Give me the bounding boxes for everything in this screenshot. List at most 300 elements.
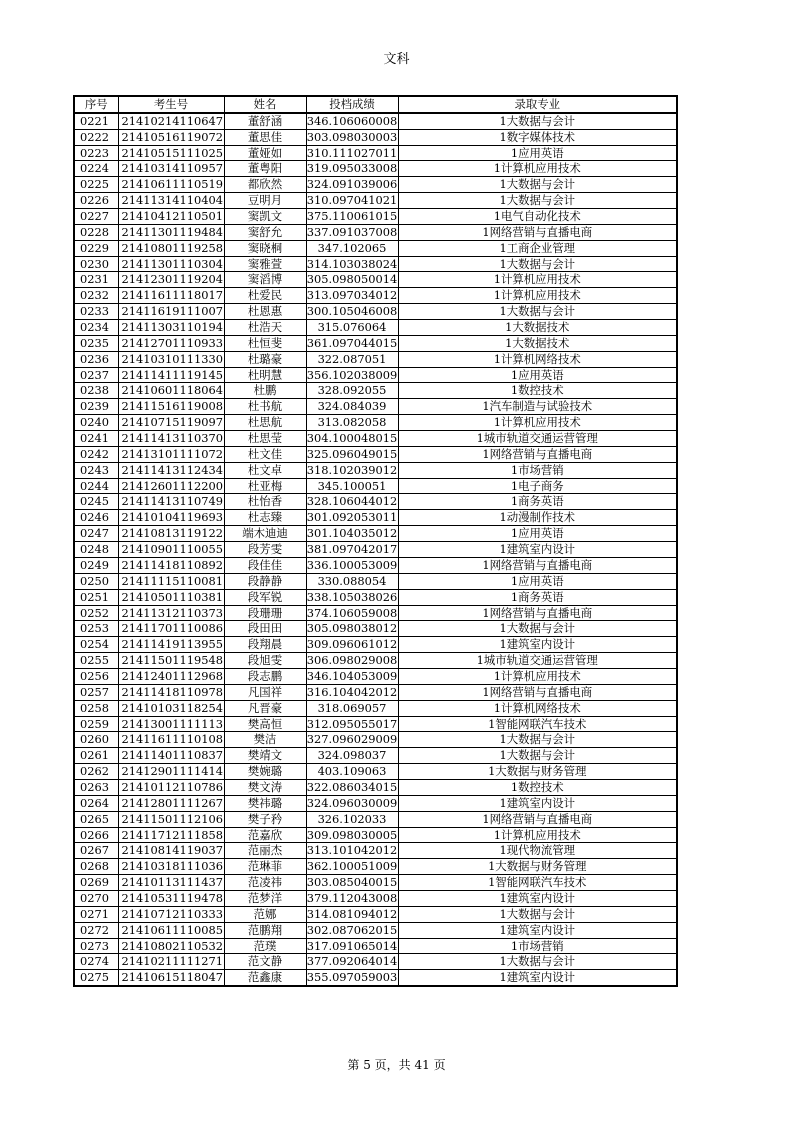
cell-exam-id: 21412301119204 bbox=[118, 272, 224, 288]
cell-score: 330.088054 bbox=[306, 573, 398, 589]
cell-major: 1计算机网络技术 bbox=[398, 351, 677, 367]
cell-major: 1应用英语 bbox=[398, 367, 677, 383]
cell-score: 327.096029009 bbox=[306, 732, 398, 747]
table-row bbox=[74, 367, 677, 383]
cell-major: 1大数据与会计 bbox=[398, 954, 677, 970]
cell-score: 304.100048015 bbox=[306, 431, 398, 446]
cell-score: 381.097042017 bbox=[306, 542, 398, 557]
cell-major: 1计算机应用技术 bbox=[398, 161, 677, 177]
cell-exam-id: 21410531119478 bbox=[118, 890, 224, 906]
cell-exam-id: 21411501112106 bbox=[118, 811, 224, 827]
cell-name: 范丽杰 bbox=[224, 843, 306, 859]
cell-name: 段旭雯 bbox=[224, 653, 306, 669]
cell-score: 315.076064 bbox=[306, 320, 398, 336]
cell-score: 403.109063 bbox=[306, 764, 398, 780]
cell-major: 1网络营销与直播电商 bbox=[398, 224, 677, 240]
cell-seq: 0266 bbox=[74, 827, 118, 843]
cell-exam-id: 21411611118017 bbox=[118, 288, 224, 304]
cell-major: 1数控技术 bbox=[398, 383, 677, 399]
table-row bbox=[74, 970, 677, 986]
cell-score: 310.097041021 bbox=[306, 193, 398, 208]
cell-exam-id: 21411418110978 bbox=[118, 684, 224, 700]
table-row bbox=[74, 779, 677, 795]
cell-name: 杜浩天 bbox=[224, 320, 306, 336]
cell-score: 346.104053009 bbox=[306, 668, 398, 683]
header-score: 投档成绩 bbox=[306, 96, 398, 113]
cell-major: 1大数据与会计 bbox=[398, 177, 677, 193]
cell-major: 1应用英语 bbox=[398, 145, 677, 161]
cell-name: 凡国祥 bbox=[224, 684, 306, 700]
cell-score: 345.100051 bbox=[306, 478, 398, 494]
table-row bbox=[74, 526, 677, 542]
cell-exam-id: 21410611110085 bbox=[118, 922, 224, 938]
cell-seq: 0228 bbox=[74, 224, 118, 240]
cell-name: 樊洁 bbox=[224, 732, 306, 748]
cell-seq: 0240 bbox=[74, 415, 118, 431]
header-seq: 序号 bbox=[74, 96, 118, 113]
cell-seq: 0257 bbox=[74, 684, 118, 700]
cell-name: 凡晋豪 bbox=[224, 700, 306, 716]
table-row bbox=[74, 209, 677, 225]
cell-exam-id: 21411312110373 bbox=[118, 605, 224, 621]
table-row bbox=[74, 795, 677, 811]
cell-name: 樊文涛 bbox=[224, 779, 306, 795]
cell-exam-id: 21410601118064 bbox=[118, 383, 224, 399]
cell-seq: 0245 bbox=[74, 494, 118, 510]
cell-score: 310.111027011 bbox=[306, 145, 398, 160]
cell-name: 范鹏翔 bbox=[224, 922, 306, 938]
table-row bbox=[74, 256, 677, 272]
cell-exam-id: 21411516119008 bbox=[118, 399, 224, 415]
cell-score: 313.101042012 bbox=[306, 843, 398, 858]
cell-major: 1计算机应用技术 bbox=[398, 668, 677, 684]
cell-exam-id: 21410901110055 bbox=[118, 542, 224, 558]
cell-seq: 0248 bbox=[74, 542, 118, 558]
cell-score: 312.095055017 bbox=[306, 716, 398, 731]
table-row bbox=[74, 700, 677, 716]
table-row bbox=[74, 224, 677, 240]
cell-major: 1数控技术 bbox=[398, 779, 677, 795]
cell-seq: 0252 bbox=[74, 605, 118, 621]
cell-seq: 0256 bbox=[74, 668, 118, 684]
table-row bbox=[74, 478, 677, 494]
cell-major: 1网络营销与直播电商 bbox=[398, 446, 677, 462]
cell-major: 1智能网联汽车技术 bbox=[398, 875, 677, 891]
cell-major: 1大数据与会计 bbox=[398, 304, 677, 320]
cell-score: 324.091039006 bbox=[306, 177, 398, 192]
table-row bbox=[74, 510, 677, 526]
table-body bbox=[74, 113, 677, 986]
cell-major: 1大数据与会计 bbox=[398, 906, 677, 922]
cell-exam-id: 21411301110304 bbox=[118, 256, 224, 272]
cell-exam-id: 21410715119097 bbox=[118, 415, 224, 431]
table-row bbox=[74, 542, 677, 558]
cell-major: 1建筑室内设计 bbox=[398, 922, 677, 938]
cell-score: 356.102038009 bbox=[306, 367, 398, 382]
cell-seq: 0226 bbox=[74, 193, 118, 209]
cell-seq: 0271 bbox=[74, 906, 118, 922]
admission-table bbox=[73, 95, 678, 987]
cell-major: 1电子商务 bbox=[398, 478, 677, 494]
table-row bbox=[74, 431, 677, 447]
table-row bbox=[74, 288, 677, 304]
cell-exam-id: 21410104119693 bbox=[118, 510, 224, 526]
cell-major: 1工商企业管理 bbox=[398, 240, 677, 256]
cell-name: 杜文佳 bbox=[224, 446, 306, 462]
cell-score: 347.102065 bbox=[306, 240, 398, 256]
cell-name: 樊高恒 bbox=[224, 716, 306, 732]
cell-score: 300.105046008 bbox=[306, 304, 398, 319]
cell-score: 305.098038012 bbox=[306, 621, 398, 636]
cell-name: 段志鹏 bbox=[224, 668, 306, 684]
cell-seq: 0225 bbox=[74, 177, 118, 193]
table-row bbox=[74, 145, 677, 161]
cell-score: 375.110061015 bbox=[306, 209, 398, 224]
table-row bbox=[74, 193, 677, 209]
cell-name: 杜恒斐 bbox=[224, 335, 306, 351]
cell-exam-id: 21410112110786 bbox=[118, 779, 224, 795]
cell-major: 1大数据与财务管理 bbox=[398, 764, 677, 780]
cell-major: 1网络营销与直播电商 bbox=[398, 811, 677, 827]
cell-score: 314.081094012 bbox=[306, 906, 398, 921]
table-row bbox=[74, 653, 677, 669]
table-row bbox=[74, 494, 677, 510]
cell-major: 1电气自动化技术 bbox=[398, 209, 677, 225]
cell-exam-id: 21411419113955 bbox=[118, 637, 224, 653]
cell-exam-id: 21410310111330 bbox=[118, 351, 224, 367]
table-row bbox=[74, 827, 677, 843]
cell-major: 1汽车制造与试验技术 bbox=[398, 399, 677, 415]
cell-exam-id: 21410501110381 bbox=[118, 589, 224, 605]
cell-score: 313.097034012 bbox=[306, 288, 398, 303]
cell-score: 324.096030009 bbox=[306, 795, 398, 810]
header-exam-id: 考生号 bbox=[118, 96, 224, 113]
page-footer: 第 5 页，共 41 页 bbox=[347, 1058, 446, 1072]
cell-name: 都欣然 bbox=[224, 177, 306, 193]
cell-major: 1大数据与会计 bbox=[398, 748, 677, 764]
cell-seq: 0222 bbox=[74, 129, 118, 145]
cell-score: 309.096061012 bbox=[306, 637, 398, 652]
cell-name: 董娅如 bbox=[224, 145, 306, 161]
cell-exam-id: 21410103118254 bbox=[118, 700, 224, 716]
table-row bbox=[74, 383, 677, 399]
table-row bbox=[74, 922, 677, 938]
cell-seq: 0244 bbox=[74, 478, 118, 494]
table-row bbox=[74, 272, 677, 288]
table-row bbox=[74, 557, 677, 573]
cell-name: 杜璐豪 bbox=[224, 351, 306, 367]
cell-major: 1城市轨道交通运营管理 bbox=[398, 653, 677, 669]
cell-name: 段田田 bbox=[224, 621, 306, 637]
cell-major: 1大数据与会计 bbox=[398, 113, 677, 129]
cell-name: 董粤阳 bbox=[224, 161, 306, 177]
cell-score: 316.104042012 bbox=[306, 684, 398, 699]
cell-seq: 0262 bbox=[74, 764, 118, 780]
cell-exam-id: 21412901111414 bbox=[118, 764, 224, 780]
cell-major: 1大数据与会计 bbox=[398, 621, 677, 637]
cell-score: 379.112043008 bbox=[306, 890, 398, 905]
table-row bbox=[74, 843, 677, 859]
cell-score: 377.092064014 bbox=[306, 954, 398, 969]
cell-exam-id: 21411712111858 bbox=[118, 827, 224, 843]
cell-seq: 0272 bbox=[74, 922, 118, 938]
table-row bbox=[74, 637, 677, 653]
cell-seq: 0263 bbox=[74, 779, 118, 795]
cell-seq: 0270 bbox=[74, 890, 118, 906]
cell-exam-id: 21411418110892 bbox=[118, 557, 224, 573]
cell-seq: 0242 bbox=[74, 446, 118, 462]
cell-score: 374.106059008 bbox=[306, 605, 398, 620]
cell-exam-id: 21410211111271 bbox=[118, 954, 224, 970]
cell-score: 322.086034015 bbox=[306, 779, 398, 794]
table-row bbox=[74, 351, 677, 367]
table-row bbox=[74, 304, 677, 320]
cell-name: 段佳佳 bbox=[224, 557, 306, 573]
cell-major: 1动漫制作技术 bbox=[398, 510, 677, 526]
cell-major: 1商务英语 bbox=[398, 589, 677, 605]
cell-score: 338.105038026 bbox=[306, 589, 398, 604]
cell-major: 1应用英语 bbox=[398, 526, 677, 542]
cell-seq: 0253 bbox=[74, 621, 118, 637]
cell-name: 范嘉欣 bbox=[224, 827, 306, 843]
cell-major: 1大数据与会计 bbox=[398, 193, 677, 209]
table-row bbox=[74, 668, 677, 684]
cell-exam-id: 21411303110194 bbox=[118, 320, 224, 336]
cell-name: 窦晓桐 bbox=[224, 240, 306, 256]
cell-major: 1计算机应用技术 bbox=[398, 288, 677, 304]
cell-name: 杜思莹 bbox=[224, 431, 306, 447]
cell-score: 362.100051009 bbox=[306, 859, 398, 874]
cell-exam-id: 21410113111437 bbox=[118, 875, 224, 891]
cell-name: 樊婉璐 bbox=[224, 764, 306, 780]
cell-seq: 0237 bbox=[74, 367, 118, 383]
cell-major: 1网络营销与直播电商 bbox=[398, 684, 677, 700]
cell-seq: 0239 bbox=[74, 399, 118, 415]
cell-major: 1市场营销 bbox=[398, 938, 677, 954]
cell-exam-id: 21411619111007 bbox=[118, 304, 224, 320]
cell-seq: 0247 bbox=[74, 526, 118, 542]
cell-exam-id: 21410615118047 bbox=[118, 970, 224, 986]
cell-major: 1大数据与会计 bbox=[398, 256, 677, 272]
table-row bbox=[74, 415, 677, 431]
cell-name: 杜文卓 bbox=[224, 462, 306, 478]
cell-score: 355.097059003 bbox=[306, 970, 398, 985]
cell-name: 杜恩惠 bbox=[224, 304, 306, 320]
cell-name: 窦滔博 bbox=[224, 272, 306, 288]
cell-name: 窦凯文 bbox=[224, 209, 306, 225]
cell-exam-id: 21413101111072 bbox=[118, 446, 224, 462]
cell-score: 324.084039 bbox=[306, 399, 398, 415]
cell-major: 1大数据与财务管理 bbox=[398, 859, 677, 875]
cell-score: 302.087062015 bbox=[306, 922, 398, 937]
cell-name: 杜书航 bbox=[224, 399, 306, 415]
cell-seq: 0265 bbox=[74, 811, 118, 827]
cell-name: 端木迪迪 bbox=[224, 526, 306, 542]
cell-exam-id: 21412401112968 bbox=[118, 668, 224, 684]
cell-exam-id: 21411413112434 bbox=[118, 462, 224, 478]
table-row bbox=[74, 938, 677, 954]
cell-seq: 0233 bbox=[74, 304, 118, 320]
cell-exam-id: 21411413110370 bbox=[118, 431, 224, 447]
cell-score: 317.091065014 bbox=[306, 938, 398, 953]
cell-exam-id: 21410712110333 bbox=[118, 906, 224, 922]
cell-exam-id: 21410611110519 bbox=[118, 177, 224, 193]
cell-seq: 0243 bbox=[74, 462, 118, 478]
cell-name: 樊子矜 bbox=[224, 811, 306, 827]
cell-major: 1大数据技术 bbox=[398, 320, 677, 336]
cell-seq: 0254 bbox=[74, 637, 118, 653]
cell-score: 324.098037 bbox=[306, 748, 398, 764]
cell-seq: 0236 bbox=[74, 351, 118, 367]
cell-name: 范文静 bbox=[224, 954, 306, 970]
cell-seq: 0258 bbox=[74, 700, 118, 716]
cell-score: 326.102033 bbox=[306, 811, 398, 827]
cell-seq: 0264 bbox=[74, 795, 118, 811]
cell-score: 303.098030003 bbox=[306, 129, 398, 144]
cell-seq: 0260 bbox=[74, 732, 118, 748]
cell-name: 范娜 bbox=[224, 906, 306, 922]
cell-seq: 0229 bbox=[74, 240, 118, 256]
cell-name: 范璞 bbox=[224, 938, 306, 954]
cell-name: 范凌祎 bbox=[224, 875, 306, 891]
cell-major: 1市场营销 bbox=[398, 462, 677, 478]
cell-exam-id: 21410314110957 bbox=[118, 161, 224, 177]
table-row bbox=[74, 890, 677, 906]
cell-seq: 0221 bbox=[74, 113, 118, 129]
cell-name: 董舒涵 bbox=[224, 113, 306, 129]
cell-name: 樊靖文 bbox=[224, 748, 306, 764]
table-row bbox=[74, 748, 677, 764]
cell-score: 328.092055 bbox=[306, 383, 398, 399]
cell-name: 段芳雯 bbox=[224, 542, 306, 558]
cell-major: 1网络营销与直播电商 bbox=[398, 557, 677, 573]
cell-seq: 0261 bbox=[74, 748, 118, 764]
table-row bbox=[74, 240, 677, 256]
cell-score: 319.095033008 bbox=[306, 161, 398, 176]
cell-seq: 0223 bbox=[74, 145, 118, 161]
table-row bbox=[74, 764, 677, 780]
cell-score: 325.096049015 bbox=[306, 446, 398, 461]
cell-seq: 0274 bbox=[74, 954, 118, 970]
cell-seq: 0267 bbox=[74, 843, 118, 859]
cell-score: 301.104035012 bbox=[306, 526, 398, 541]
table-row bbox=[74, 335, 677, 351]
cell-seq: 0268 bbox=[74, 859, 118, 875]
table-row bbox=[74, 161, 677, 177]
cell-name: 杜明慧 bbox=[224, 367, 306, 383]
cell-exam-id: 21411701110086 bbox=[118, 621, 224, 637]
cell-exam-id: 21413001111113 bbox=[118, 716, 224, 732]
cell-exam-id: 21411411119145 bbox=[118, 367, 224, 383]
cell-exam-id: 21411401110837 bbox=[118, 748, 224, 764]
cell-seq: 0250 bbox=[74, 573, 118, 589]
cell-seq: 0249 bbox=[74, 557, 118, 573]
cell-score: 318.102039012 bbox=[306, 462, 398, 477]
table-row bbox=[74, 573, 677, 589]
table-row bbox=[74, 684, 677, 700]
cell-major: 1城市轨道交通运营管理 bbox=[398, 431, 677, 447]
cell-seq: 0259 bbox=[74, 716, 118, 732]
cell-exam-id: 21412801111267 bbox=[118, 795, 224, 811]
table-row bbox=[74, 954, 677, 970]
header-name: 姓名 bbox=[224, 96, 306, 113]
table-header-row bbox=[74, 96, 677, 113]
cell-major: 1数字媒体技术 bbox=[398, 129, 677, 145]
cell-score: 301.092053011 bbox=[306, 510, 398, 525]
table-row bbox=[74, 621, 677, 637]
cell-name: 杜志臻 bbox=[224, 510, 306, 526]
cell-major: 1建筑室内设计 bbox=[398, 542, 677, 558]
cell-exam-id: 21410801119258 bbox=[118, 240, 224, 256]
cell-name: 窦舒允 bbox=[224, 224, 306, 240]
cell-exam-id: 21412701110933 bbox=[118, 335, 224, 351]
cell-score: 336.100053009 bbox=[306, 557, 398, 572]
cell-exam-id: 21410515111025 bbox=[118, 145, 224, 161]
cell-seq: 0251 bbox=[74, 589, 118, 605]
cell-exam-id: 21411301119484 bbox=[118, 224, 224, 240]
cell-name: 范琳菲 bbox=[224, 859, 306, 875]
cell-seq: 0246 bbox=[74, 510, 118, 526]
cell-major: 1计算机应用技术 bbox=[398, 272, 677, 288]
cell-seq: 0255 bbox=[74, 653, 118, 669]
cell-score: 328.106044012 bbox=[306, 494, 398, 509]
cell-name: 段静静 bbox=[224, 573, 306, 589]
cell-seq: 0224 bbox=[74, 161, 118, 177]
cell-name: 杜怡香 bbox=[224, 494, 306, 510]
cell-seq: 0227 bbox=[74, 209, 118, 225]
cell-exam-id: 21410516119072 bbox=[118, 129, 224, 145]
cell-major: 1计算机应用技术 bbox=[398, 827, 677, 843]
cell-name: 段珊珊 bbox=[224, 605, 306, 621]
cell-seq: 0234 bbox=[74, 320, 118, 336]
table-row bbox=[74, 177, 677, 193]
cell-major: 1商务英语 bbox=[398, 494, 677, 510]
cell-major: 1应用英语 bbox=[398, 573, 677, 589]
cell-name: 杜思航 bbox=[224, 415, 306, 431]
cell-major: 1计算机网络技术 bbox=[398, 700, 677, 716]
table-row bbox=[74, 605, 677, 621]
table-row bbox=[74, 129, 677, 145]
cell-exam-id: 21410412110501 bbox=[118, 209, 224, 225]
cell-seq: 0273 bbox=[74, 938, 118, 954]
cell-seq: 0275 bbox=[74, 970, 118, 986]
cell-score: 322.087051 bbox=[306, 351, 398, 367]
cell-exam-id: 21410802110532 bbox=[118, 938, 224, 954]
cell-exam-id: 21411611110108 bbox=[118, 732, 224, 748]
cell-seq: 0231 bbox=[74, 272, 118, 288]
cell-major: 1现代物流管理 bbox=[398, 843, 677, 859]
cell-seq: 0269 bbox=[74, 875, 118, 891]
table-row bbox=[74, 811, 677, 827]
table-row bbox=[74, 399, 677, 415]
cell-score: 303.085040015 bbox=[306, 875, 398, 890]
cell-exam-id: 21411314110404 bbox=[118, 193, 224, 209]
cell-exam-id: 21410814119037 bbox=[118, 843, 224, 859]
cell-seq: 0232 bbox=[74, 288, 118, 304]
cell-exam-id: 21410813119122 bbox=[118, 526, 224, 542]
cell-name: 杜爱民 bbox=[224, 288, 306, 304]
cell-exam-id: 21410318111036 bbox=[118, 859, 224, 875]
table-row bbox=[74, 462, 677, 478]
page-title: 文科 bbox=[383, 52, 410, 67]
cell-major: 1建筑室内设计 bbox=[398, 890, 677, 906]
table-row bbox=[74, 906, 677, 922]
cell-name: 樊祎璐 bbox=[224, 795, 306, 811]
cell-major: 1建筑室内设计 bbox=[398, 795, 677, 811]
table-row bbox=[74, 320, 677, 336]
cell-major: 1网络营销与直播电商 bbox=[398, 605, 677, 621]
cell-score: 361.097044015 bbox=[306, 335, 398, 350]
